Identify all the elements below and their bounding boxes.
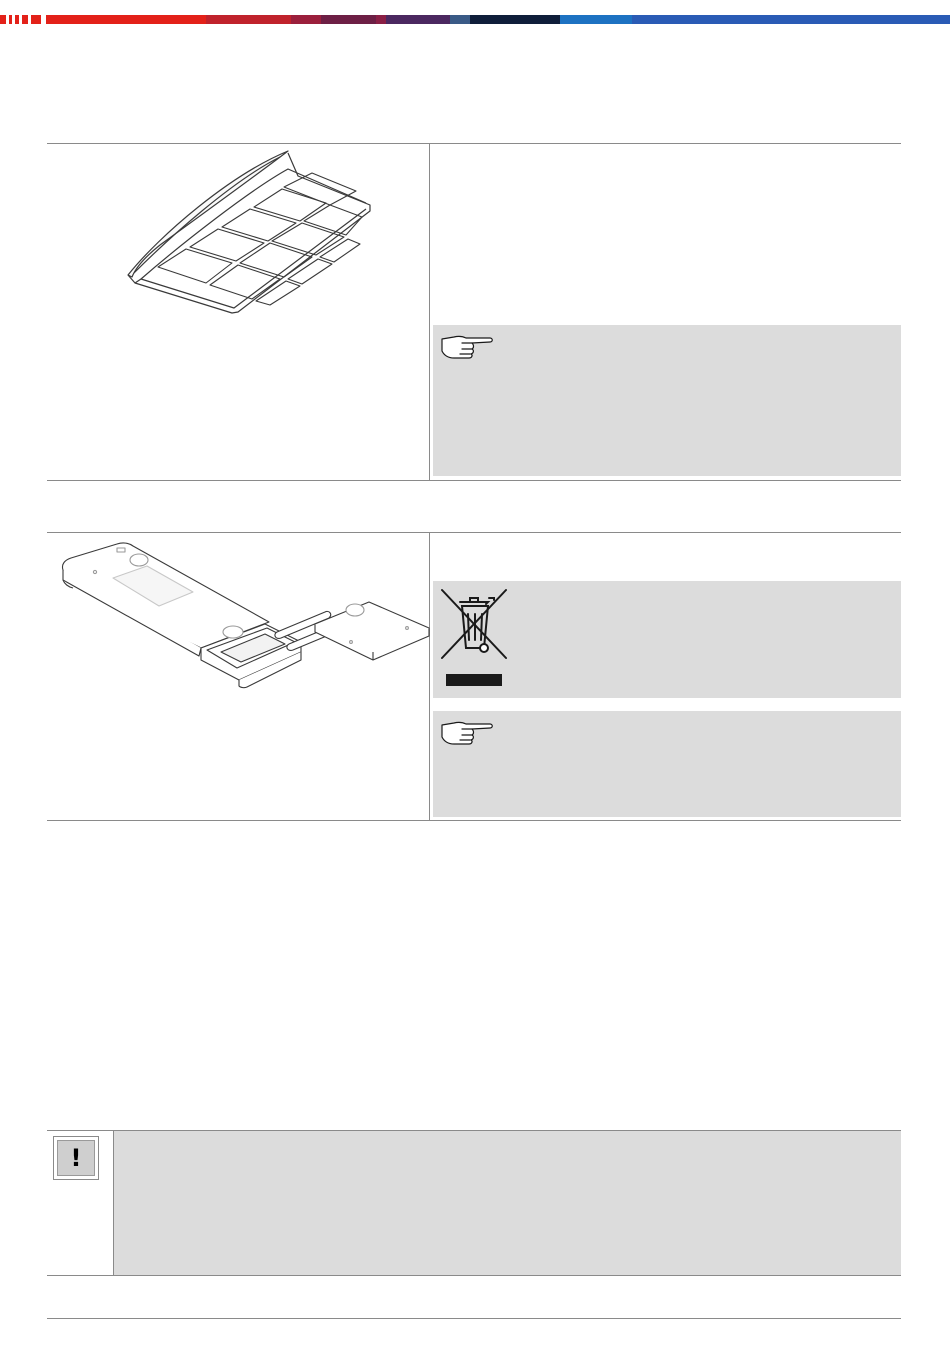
exclamation-symbol: !: [57, 1140, 95, 1176]
section-1-note-box: [433, 325, 901, 476]
pointing-hand-icon: [440, 719, 494, 747]
section-2-bottom-rule: [47, 820, 901, 821]
section-1-bottom-rule: [47, 480, 901, 481]
exclamation-icon: [53, 1136, 99, 1180]
section-2-note-box: [433, 711, 901, 817]
air-filter-illustration: [120, 145, 380, 325]
pointing-hand-icon: [440, 333, 494, 361]
section-1-top-rule: [47, 143, 901, 144]
remote-control-battery-illustration: [55, 540, 435, 690]
crossed-out-wheelie-bin-icon: [440, 588, 510, 662]
weee-underline-bar: [446, 674, 502, 686]
caution-box: [114, 1131, 901, 1275]
footer-rule: [47, 1318, 901, 1319]
header-color-bar: [0, 15, 950, 24]
section-1-column-divider: [429, 143, 430, 480]
caution-bottom-rule: [47, 1275, 901, 1276]
section-2-top-rule: [47, 532, 901, 533]
